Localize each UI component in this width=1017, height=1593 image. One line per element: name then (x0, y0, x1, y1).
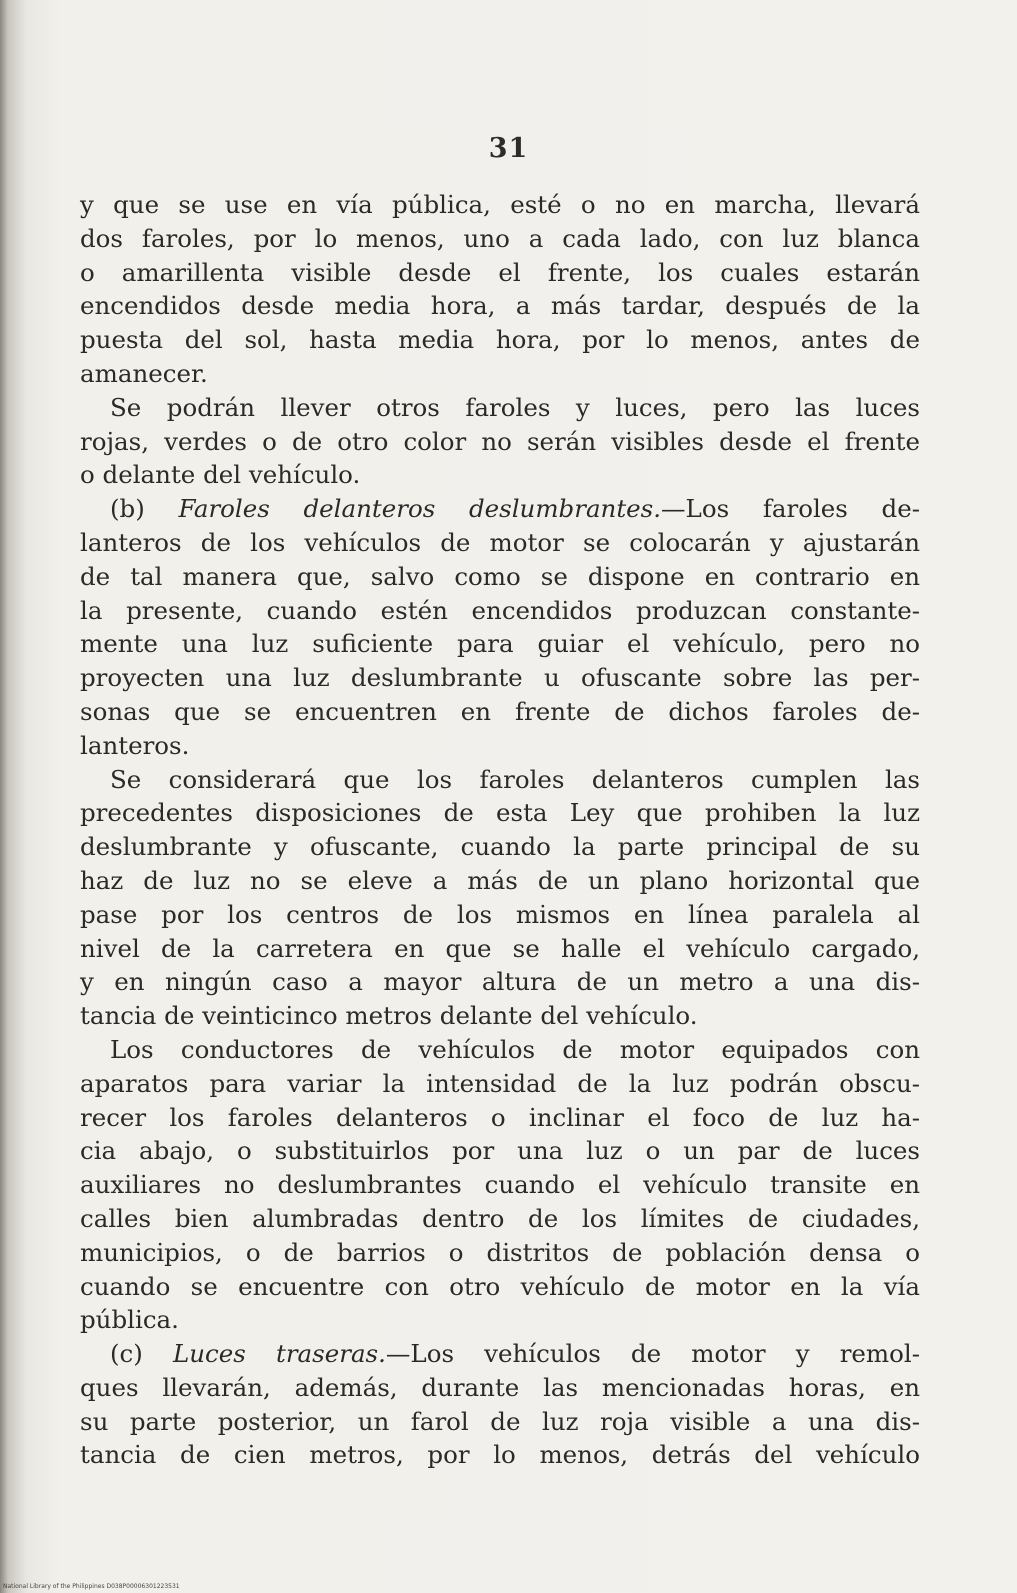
text-line: haz de luz no se eleve a más de un plano horizontal que (80, 865, 920, 895)
text-line: lanteros de los vehículos de motor se colocarán y ajustarán (80, 527, 920, 557)
section-lead-text: —Los vehículos de motor y remol- (385, 1339, 920, 1369)
text-line: encendidos desde media hora, a más tardar, después de la (80, 291, 920, 321)
text-line: cuando se encuentre con otro vehículo de motor en la vía (80, 1271, 920, 1301)
scan-footer-note: National Library of the Philippines D038P00006301223531 (3, 1583, 180, 1590)
text-line: y que se use en vía pública, esté o no en marcha, llevará (80, 190, 920, 219)
section-b-heading-line (80, 492, 920, 526)
text-line: municipios, o de barrios o distritos de población densa o (80, 1237, 920, 1267)
text-line: ques llevarán, además, durante las mencionadas horas, en (80, 1372, 920, 1402)
text-line: precedentes disposiciones de esta Ley que prohiben la luz (80, 798, 920, 828)
section-heading: Faroles delanteros deslumbrantes. (178, 494, 662, 524)
text-line: la presente, cuando estén encendidos produzcan constante- (80, 595, 920, 625)
section-label: (b) (110, 494, 145, 524)
section-heading: Luces traseras. (173, 1339, 386, 1369)
text-line: recer los faroles delanteros o inclinar el foco de luz ha- (80, 1102, 920, 1132)
text-line: auxiliares no deslumbrantes cuando el vehículo transite en (80, 1170, 920, 1200)
text-line: o delante del vehículo. (80, 460, 361, 490)
text-line: de tal manera que, salvo como se dispone en contrario en (80, 561, 920, 591)
text-line: proyecten una luz deslumbrante u ofuscante sobre las per- (80, 663, 920, 693)
text-line: Se considerará que los faroles delanteros cumplen las (110, 764, 920, 794)
text-line: rojas, verdes o de otro color no serán visibles desde el frente (80, 426, 920, 456)
text-line: aparatos para variar la intensidad de la luz podrán obscu- (80, 1068, 920, 1098)
body-text (80, 188, 920, 1472)
text-line: pública. (80, 1305, 179, 1335)
text-line: o amarillenta visible desde el frente, los cuales estarán (80, 257, 920, 287)
section-lead-text: —Los faroles de- (661, 494, 920, 524)
text-line: tancia de veinticinco metros delante del vehículo. (80, 1001, 698, 1031)
text-line: sonas que se encuentren en frente de dichos faroles de- (80, 696, 920, 726)
text-line: y en ningún caso a mayor altura de un metro a una dis- (80, 967, 920, 997)
text-line: calles bien alumbradas dentro de los límites de ciudades, (80, 1203, 920, 1233)
page-number: 31 (488, 133, 529, 164)
text-line: nivel de la carretera en que se halle el vehículo cargado, (80, 933, 920, 963)
text-line: amanecer. (80, 358, 208, 388)
text-line: lanteros. (80, 730, 190, 760)
text-line: cia abajo, o substituirlos por una luz o un par de luces (80, 1136, 920, 1166)
text-line: dos faroles, por lo menos, uno a cada lado, con luz blanca (80, 223, 920, 253)
text-line: Se podrán llever otros faroles y luces, pero las luces (110, 392, 920, 422)
text-line: tancia de cien metros, por lo menos, detrás del vehículo (80, 1440, 920, 1470)
section-c-heading-line (80, 1337, 920, 1371)
text-line: deslumbrante y ofuscante, cuando la parte principal de su (80, 832, 920, 862)
text-line: mente una luz suficiente para guiar el vehículo, pero no (80, 629, 920, 659)
text-line: su parte posterior, un farol de luz roja visible a una dis- (80, 1406, 920, 1436)
text-line: puesta del sol, hasta media hora, por lo menos, antes de (80, 325, 920, 355)
text-line: Los conductores de vehículos de motor equipados con (110, 1034, 920, 1064)
section-label: (c) (110, 1339, 143, 1369)
text-line: pase por los centros de los mismos en línea paralela al (80, 899, 920, 929)
